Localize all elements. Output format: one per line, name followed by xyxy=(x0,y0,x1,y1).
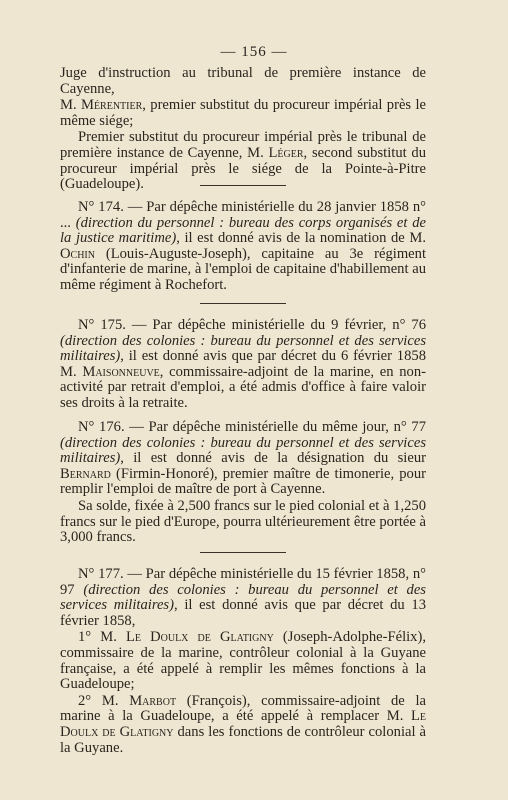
direction: (direction du personnel : bureau des corps organisés et de la justice maritime) xyxy=(60,214,427,247)
person-name: M. Ochin xyxy=(60,230,426,262)
text: 1° M. xyxy=(78,629,126,646)
paragraph xyxy=(60,694,426,756)
text: N° 175. — Par dépêche ministérielle du 9 février, n° 76 xyxy=(78,317,426,333)
person-name: Bernard xyxy=(60,465,111,482)
text: Premier substitut du procureur impérial près le tribunal de première instance de Cayenne, xyxy=(60,129,426,161)
paragraph xyxy=(60,200,426,294)
person-name: M. Léger xyxy=(247,144,304,161)
direction: (direction des colonies : bureau du personnel et des services militaires) xyxy=(60,581,426,614)
entry-177 xyxy=(60,567,426,756)
separator-rule xyxy=(200,185,286,186)
text: , premier substitut du procureur impérial près le même siége; xyxy=(60,97,426,129)
text: Juge d'instruction au tribunal de première instance de Cayenne, xyxy=(60,65,426,97)
paragraph xyxy=(60,630,426,692)
text: , il est donné avis de la désignation du sieur xyxy=(120,450,426,467)
entry-174 xyxy=(60,200,426,294)
paragraph xyxy=(60,66,426,97)
text: , second substitut du procureur impérial près le siége de la Pointe-à-Pitre (Guadeloupe). xyxy=(60,144,427,193)
separator-rule xyxy=(200,552,286,553)
separator-rule xyxy=(200,303,286,304)
paragraph xyxy=(60,420,426,498)
entry-175 xyxy=(60,318,426,412)
text: (Louis-Auguste-Joseph), capitaine au 3e régiment d'infanterie de marine, à l'emploi de capitaine d'habillement au même régiment à Rochefort. xyxy=(60,245,426,293)
entry-176 xyxy=(60,420,426,546)
page-number: — 156 — xyxy=(220,44,288,60)
text: N° 177. — Par dépêche ministérielle du 15 février 1858, n° 97 xyxy=(60,566,426,598)
person-name: Le Doulx de Glatigny xyxy=(60,708,426,740)
text: N° 174. — Par dépêche ministérielle du 28 janvier 1858 n° ... xyxy=(60,199,426,231)
person-name: Le Doulx de Glatigny xyxy=(125,629,274,646)
text: (Joseph-Adolphe-Félix), commissaire de la marine, contrôleur colonial à la Guyane française, a été appelé à remplir les mêmes fonctions à la Guadeloupe; xyxy=(60,629,426,693)
person-name: M. Mérentier xyxy=(60,97,143,114)
person-name: M. Maisonneuve xyxy=(60,363,160,380)
paragraph xyxy=(60,98,426,129)
text: dans les fonctions de contrôleur colonial à la Guyane. xyxy=(60,723,427,756)
paragraph xyxy=(60,499,426,546)
text: (François), commissaire-adjoint de la marine à la Guadeloupe, a été appelé à remplacer M. xyxy=(60,692,426,725)
paragraph xyxy=(60,318,426,412)
paragraph xyxy=(60,130,426,192)
text: , il est donné avis que par décret du 6 février 1858 xyxy=(120,348,426,365)
person-name: Marbot xyxy=(129,692,177,709)
direction: (direction des colonies : bureau du personnel et des services militaires) xyxy=(60,434,426,467)
text: , il est donné avis que par décret du 13 février 1858, xyxy=(60,597,427,629)
text: N° 176. — Par dépêche ministérielle du même jour, n° 77 xyxy=(78,419,426,435)
text: (Firmin-Honoré), premier maître de timonerie, pour remplir l'emploi de maître de port à Cayenne. xyxy=(60,465,426,498)
text: 2° M. xyxy=(78,692,130,709)
text: , commissaire-adjoint de la marine, en non-activité par retrait d'emploi, a été admis d'office à faire valoir ses droits à la retraite. xyxy=(60,363,426,411)
direction: (direction des colonies : bureau du personnel et des services militaires) xyxy=(60,332,426,365)
text: Sa solde, fixée à 2,500 francs sur le pied colonial et à 1,250 francs sur le pied d'Europe, pourra ultérieurement être portée à 3,000 francs. xyxy=(60,497,426,546)
paragraph xyxy=(60,567,426,629)
text: , il est donné avis de la nomination de xyxy=(176,230,410,247)
appointments-continued xyxy=(60,66,426,193)
